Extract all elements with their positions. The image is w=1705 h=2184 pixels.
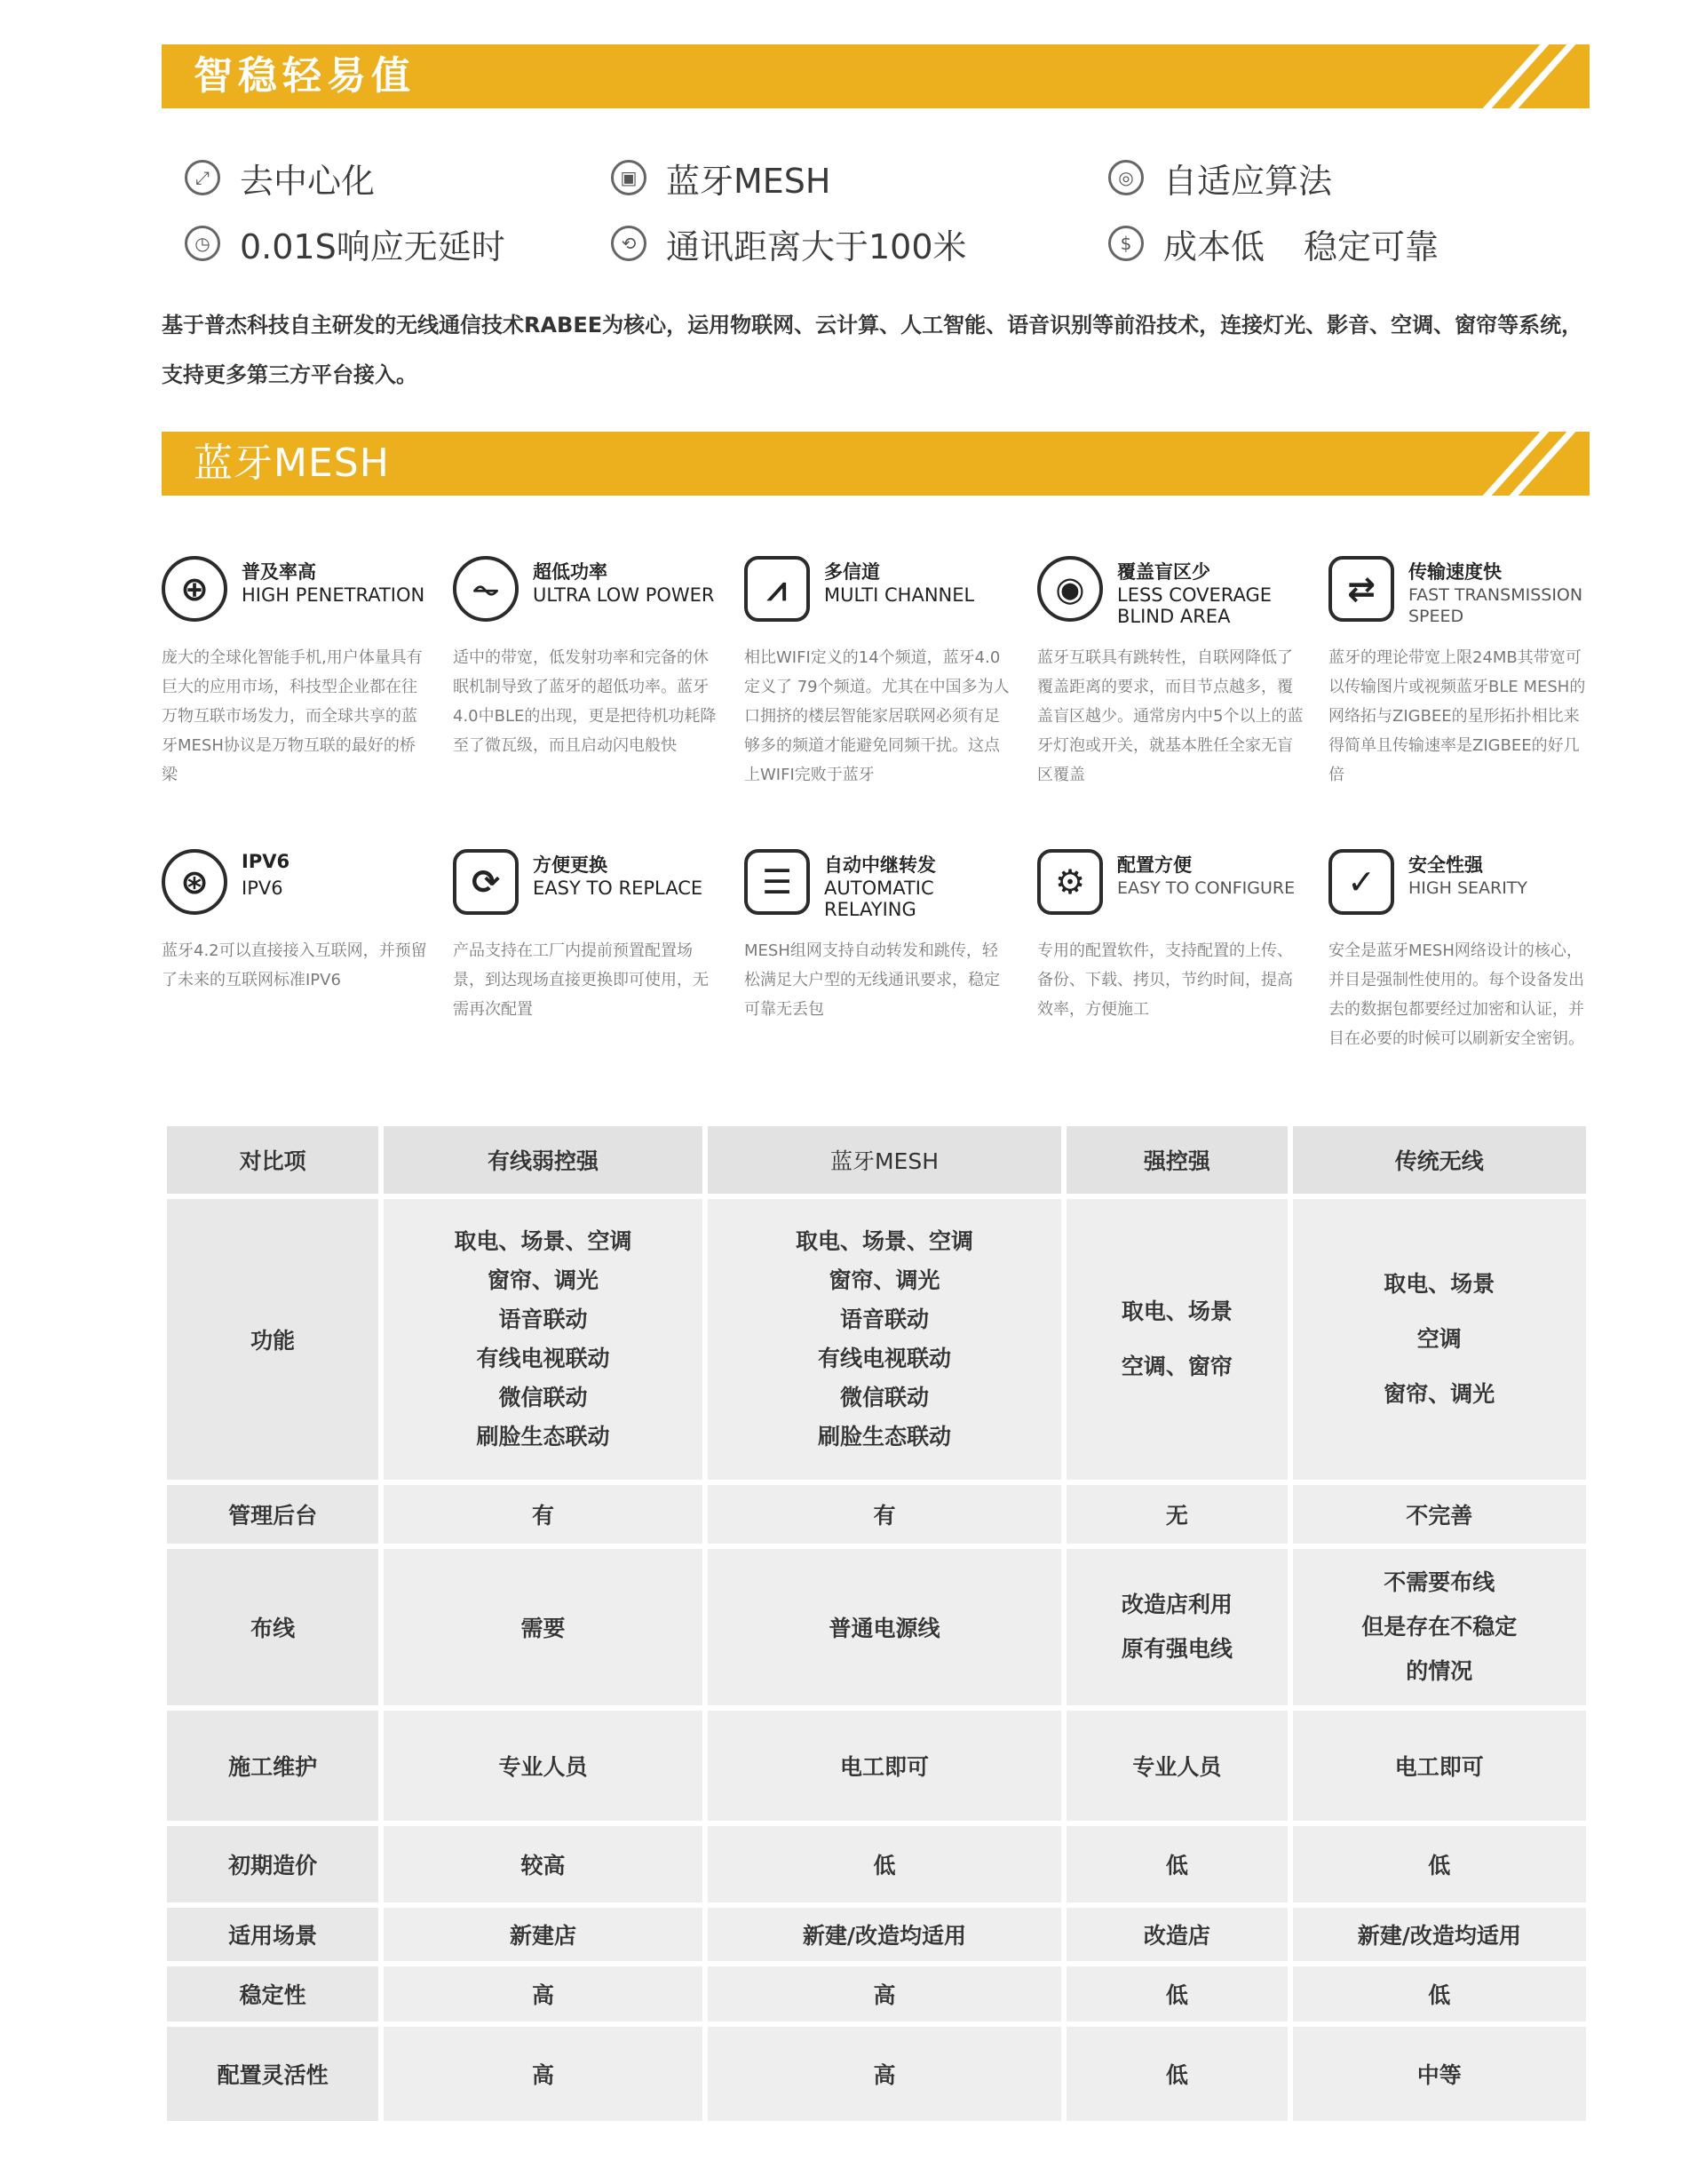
section-banner-1 bbox=[162, 44, 1590, 108]
section-banner-2 bbox=[162, 432, 1590, 496]
table-header-cell: 蓝牙MESH bbox=[708, 1126, 1062, 1194]
table-row bbox=[167, 1966, 1586, 2021]
comparison-table bbox=[162, 1121, 1591, 2126]
table-row bbox=[167, 1485, 1586, 1544]
table-cell: 电工即可 bbox=[1293, 1711, 1586, 1821]
row-label: 功能 bbox=[167, 1199, 378, 1480]
card-title-cn: 方便更换 bbox=[533, 854, 607, 876]
table-cell: 高 bbox=[708, 2027, 1062, 2121]
table-cell: 取电、场景、空调 窗帘、调光 语音联动 有线电视联动 微信联动 刷脸生态联动 bbox=[708, 1199, 1062, 1480]
table-header-row bbox=[167, 1126, 1586, 1194]
card-title-en: FAST TRANSMISSION SPEED bbox=[1408, 585, 1583, 626]
table-cell: 较高 bbox=[384, 1826, 702, 1902]
table-cell: 高 bbox=[708, 1966, 1062, 2021]
table-header-cell: 传统无线 bbox=[1293, 1126, 1586, 1194]
table-cell: 低 bbox=[1067, 1966, 1287, 2021]
card-title-cn: 传输速度快 bbox=[1408, 561, 1502, 583]
pulse-icon: ⏦ bbox=[453, 556, 519, 622]
table-row bbox=[167, 1199, 1586, 1480]
arrows-lr-icon: ⇄ bbox=[1328, 556, 1394, 622]
card-title-en: LESS COVERAGE BLIND AREA bbox=[1117, 584, 1273, 627]
clock-icon: ◷ bbox=[185, 226, 220, 261]
row-label: 适用场景 bbox=[167, 1908, 378, 1961]
card-description: 蓝牙的理论带宽上限24MB其带宽可以传输图片或视频蓝牙BLE MESH的网络拓与ZIGBEE的星形拓扑相比来得简单且传输速率是ZIGBEE的好几倍 bbox=[1328, 648, 1586, 784]
card-title-en: AUTOMATIC RELAYING bbox=[824, 878, 934, 920]
card-title-en: EASY TO REPLACE bbox=[533, 878, 703, 899]
feature-label: 成本低 bbox=[1163, 226, 1265, 266]
section-title-2: 蓝牙MESH bbox=[194, 441, 390, 486]
ipv6-globe-icon: ⊛ bbox=[162, 849, 227, 915]
feature-item bbox=[1108, 153, 1332, 203]
feature-label: 通讯距离大于100米 bbox=[666, 226, 967, 266]
card-title-cn: 普及率高 bbox=[242, 561, 316, 583]
feature-row-1 bbox=[178, 153, 1563, 203]
table-header-cell: 有线弱控强 bbox=[384, 1126, 702, 1194]
section-title-1: 智稳轻易值 bbox=[194, 53, 416, 99]
table-row bbox=[167, 1908, 1586, 1961]
card-title-cn: 覆盖盲区少 bbox=[1117, 561, 1210, 583]
table-cell: 低 bbox=[708, 1826, 1062, 1902]
table-cell: 无 bbox=[1067, 1485, 1287, 1544]
table-row bbox=[167, 1549, 1586, 1705]
feature-item bbox=[185, 153, 375, 203]
card-title-en: ULTRA LOW POWER bbox=[533, 584, 715, 606]
table-cell: 电工即可 bbox=[708, 1711, 1062, 1821]
feature-label-2: 稳定可靠 bbox=[1304, 226, 1439, 266]
gear-icon: ⚙ bbox=[1037, 849, 1103, 915]
table-cell: 改造店利用 原有强电线 bbox=[1067, 1549, 1287, 1705]
card-description: 相比WIFI定义的14个频道，蓝牙4.0定义了 79个频道。尤其在中国多为人口拥挤的楼层智能家居联网必须有足够多的频道才能避免同频干扰。这点上WIFI完败于蓝牙 bbox=[744, 648, 1010, 784]
card-title-cn: 配置方便 bbox=[1117, 854, 1192, 876]
card-description: 庞大的全球化智能手机,用户体量具有巨大的应用市场，科技型企业都在往万物互联市场发力，而全球共享的蓝牙MESH协议是万物互联的最好的桥梁 bbox=[162, 648, 423, 784]
card-description: 产品支持在工厂内提前预置配置场景，到达现场直接更换即可使用，无需再次配置 bbox=[453, 941, 709, 1019]
table-cell: 低 bbox=[1293, 1826, 1586, 1902]
card-title-en: HIGH SEARITY bbox=[1408, 878, 1528, 898]
table-cell: 新建/改造均适用 bbox=[1293, 1908, 1586, 1961]
feature-row-2 bbox=[178, 218, 1563, 268]
network-icon: ▣ bbox=[611, 160, 646, 195]
table-cell: 高 bbox=[384, 1966, 702, 2021]
table-cell: 不需要布线 但是存在不稳定 的情况 bbox=[1293, 1549, 1586, 1705]
card-title-en: EASY TO CONFIGURE bbox=[1117, 878, 1296, 898]
row-label: 初期造价 bbox=[167, 1826, 378, 1902]
table-header-cell: 强控强 bbox=[1067, 1126, 1287, 1194]
row-label: 管理后台 bbox=[167, 1485, 378, 1544]
row-label: 稳定性 bbox=[167, 1966, 378, 2021]
table-cell: 中等 bbox=[1293, 2027, 1586, 2121]
table-header-cell: 对比项 bbox=[167, 1126, 378, 1194]
arrows-icon: ⤢ bbox=[185, 160, 220, 195]
card-description: 蓝牙4.2可以直接接入互联网，并预留了未来的互联网标准IPV6 bbox=[162, 941, 427, 989]
row-label: 配置灵活性 bbox=[167, 2027, 378, 2121]
card-title-cn: 安全性强 bbox=[1408, 854, 1483, 876]
card-description: MESH组网支持自动转发和跳传，轻松满足大户型的无线通讯要求，稳定可靠无丢包 bbox=[744, 941, 1000, 1019]
table-cell: 普通电源线 bbox=[708, 1549, 1062, 1705]
table-cell: 新建店 bbox=[384, 1908, 702, 1961]
card-title-cn: IPV6 bbox=[242, 851, 290, 872]
feature-label: 蓝牙MESH bbox=[666, 161, 831, 201]
row-label: 布线 bbox=[167, 1549, 378, 1705]
card-description: 专用的配置软件，支持配置的上传、备份、下载、拷贝，节约时间，提高效率，方便施工 bbox=[1037, 941, 1293, 1019]
target-icon: ◉ bbox=[1037, 556, 1103, 622]
table-cell: 高 bbox=[384, 2027, 702, 2121]
distance-icon: ⟲ bbox=[611, 226, 646, 261]
table-row bbox=[167, 1711, 1586, 1821]
card-description: 适中的带宽，低发射功率和完备的休眠机制导致了蓝牙的超低功率。蓝牙4.0中BLE的出现，更是把待机功耗降至了微瓦级，而且启动闪电般快 bbox=[453, 648, 717, 755]
table-cell: 有 bbox=[384, 1485, 702, 1544]
coin-icon: $ bbox=[1108, 226, 1144, 261]
table-cell: 专业人员 bbox=[384, 1711, 702, 1821]
table-cell: 有 bbox=[708, 1485, 1062, 1544]
table-cell: 改造店 bbox=[1067, 1908, 1287, 1961]
list-icon: ☰ bbox=[744, 849, 810, 915]
table-cell: 不完善 bbox=[1293, 1485, 1586, 1544]
table-cell: 新建/改造均适用 bbox=[708, 1908, 1062, 1961]
table-cell: 专业人员 bbox=[1067, 1711, 1287, 1821]
card-title-en: IPV6 bbox=[242, 878, 283, 899]
globe-icon: ⊕ bbox=[162, 556, 227, 622]
feature-item bbox=[185, 218, 505, 268]
card-title-en: MULTI CHANNEL bbox=[824, 584, 975, 606]
feature-item bbox=[611, 153, 831, 203]
shield-check-icon: ✓ bbox=[1328, 849, 1394, 915]
card-title-cn: 多信道 bbox=[824, 561, 880, 583]
table-cell: 取电、场景 空调 窗帘、调光 bbox=[1293, 1199, 1586, 1480]
table-cell: 低 bbox=[1067, 2027, 1287, 2121]
table-row bbox=[167, 1826, 1586, 1902]
table-cell: 低 bbox=[1067, 1826, 1287, 1902]
card-title-cn: 自动中继转发 bbox=[824, 854, 936, 876]
card-title-cn: 超低功率 bbox=[533, 561, 607, 583]
table-cell: 需要 bbox=[384, 1549, 702, 1705]
intro-paragraph: 基于普杰科技自主研发的无线通信技术RABEE为核心，运用物联网、云计算、人工智能、语音识别等前沿技术，连接灯光、影音、空调、窗帘等系统，支持更多第三方平台接入。 bbox=[162, 313, 1583, 387]
feature-item bbox=[611, 218, 967, 268]
table-row bbox=[167, 2027, 1586, 2121]
card-description: 安全是蓝牙MESH网络设计的核心，并目是强制性使用的。每个设备发出去的数据包都要经过加密和认证，并目在必要的时候可以刷新安全密钥。 bbox=[1328, 941, 1584, 1048]
table-cell: 低 bbox=[1293, 1966, 1586, 2021]
feature-item bbox=[1108, 218, 1439, 268]
replace-icon: ⟳ bbox=[453, 849, 519, 915]
waveform-icon: ⩘ bbox=[744, 556, 810, 622]
card-title-en: HIGH PENETRATION bbox=[242, 584, 425, 606]
table-cell: 取电、场景 空调、窗帘 bbox=[1067, 1199, 1287, 1480]
feature-label: 去中心化 bbox=[240, 161, 376, 201]
row-label: 施工维护 bbox=[167, 1711, 378, 1821]
feature-label: 0.01S响应无延时 bbox=[240, 226, 505, 266]
card-description: 蓝牙互联具有跳转性，自联网降低了覆盖距离的要求，而目节点越多，覆盖盲区越少。通常房内中5个以上的蓝牙灯泡或开关，就基本胜任全家无盲区覆盖 bbox=[1037, 648, 1304, 784]
feature-label: 自适应算法 bbox=[1163, 161, 1333, 201]
cycle-icon: ◎ bbox=[1108, 160, 1144, 195]
table-cell: 取电、场景、空调 窗帘、调光 语音联动 有线电视联动 微信联动 刷脸生态联动 bbox=[384, 1199, 702, 1480]
